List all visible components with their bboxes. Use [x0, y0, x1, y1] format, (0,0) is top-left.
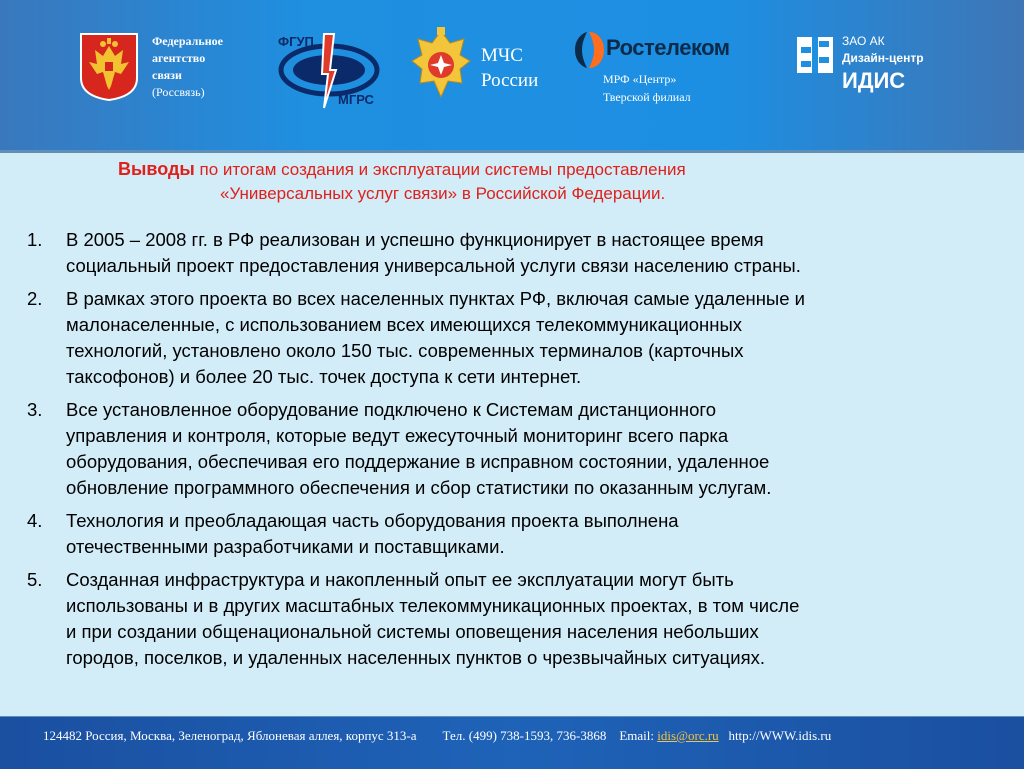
- list-item-number: 2.: [27, 288, 43, 309]
- fgup-bottom-label: МГРС: [338, 92, 374, 107]
- idis-label: [842, 33, 924, 95]
- footer-email-link[interactable]: idis@orc.ru: [657, 728, 719, 743]
- fgup-top-label: ФГУП: [278, 34, 314, 49]
- list-item: [0, 508, 1000, 560]
- header-divider: [0, 150, 1024, 153]
- mchs-emblem-icon: [410, 25, 472, 103]
- list-item: [0, 397, 1000, 501]
- list-item-line: Технология и преобладающая часть оборудования проекта выполнена: [66, 510, 679, 531]
- list-item-line: технологий, установлено около 150 тыс. современных терминалов (карточных: [66, 340, 744, 361]
- rostelecom-name: Ростелеком: [606, 35, 730, 60]
- title-line2: «Универсальных услуг связи» в Российской Федерации.: [220, 184, 666, 203]
- list-item-line: использованы и в других масштабных телекоммуникационных проектах, в том числе: [66, 595, 800, 616]
- slide-title: [118, 157, 938, 206]
- footer-website-link[interactable]: http://WWW.idis.ru: [728, 728, 832, 743]
- footer-email-label: Email:: [619, 728, 654, 743]
- list-item-number: 4.: [27, 510, 43, 531]
- list-item-number: 3.: [27, 399, 43, 420]
- list-item-number: 5.: [27, 569, 43, 590]
- rossvyaz-label: [152, 33, 223, 101]
- list-item-line: В 2005 – 2008 гг. в РФ реализован и успешно функционирует в настоящее время: [66, 229, 764, 250]
- idis-line1: ЗАО АК: [842, 34, 885, 48]
- footer-phone: Тел. (499) 738-1593, 736-3868: [442, 728, 607, 743]
- list-item-line: Все установленное оборудование подключено к Системам дистанционного: [66, 399, 717, 420]
- list-item-line: таксофонов) и более 20 тыс. точек доступа к сети интернет.: [66, 366, 582, 387]
- list-item-line: оборудования, обеспечивая его поддержание в исправном состоянии, удаленное: [66, 451, 770, 472]
- rostelecom-line1: МРФ «Центр»: [603, 72, 677, 86]
- list-item: [0, 286, 1000, 390]
- rostelecom-branch: [603, 70, 691, 106]
- idis-logo-icon: [797, 37, 833, 73]
- conclusions-list: [0, 227, 1000, 678]
- idis-line2: Дизайн-центр: [842, 51, 924, 65]
- list-item: [0, 227, 1000, 279]
- rostelecom-logo-icon: [572, 30, 606, 70]
- footer-bar: [0, 716, 1024, 769]
- title-keyword: Выводы: [118, 159, 195, 179]
- rossvyaz-line1: Федеральное: [152, 34, 223, 48]
- list-item-line: В рамках этого проекта во всех населенных пунктах РФ, включая самые удаленные и: [66, 288, 805, 309]
- list-item-line: управления и контроля, которые ведут ежесуточный мониторинг всего парка: [66, 425, 729, 446]
- mchs-line1: МЧС: [481, 45, 523, 66]
- list-item-line: обновление программного обеспечения и сбор статистики по оказанным услугам.: [66, 477, 772, 498]
- list-item-line: малонаселенные, с использованием всех имеющихся телекоммуникационных: [66, 314, 742, 335]
- rostelecom-line2: Тверской филиал: [603, 90, 691, 104]
- list-item-line: Созданная инфраструктура и накопленный опыт ее эксплуатации могут быть: [66, 569, 734, 590]
- list-item-line: социальный проект предоставления универсальной услуги связи населению страны.: [66, 255, 801, 276]
- russian-coat-of-arms-icon: [79, 32, 139, 102]
- list-item-line: отечественными разработчиками и поставщиками.: [66, 536, 505, 557]
- footer-address: 124482 Россия, Москва, Зеленоград, Яблоневая аллея, корпус 313-а: [43, 728, 417, 743]
- footer-contacts: [43, 728, 831, 744]
- fgup-mgrs-logo: [278, 30, 380, 112]
- list-item-line: и при создании общенациональной системы оповещения населения небольших: [66, 621, 759, 642]
- list-item-number: 1.: [27, 229, 43, 250]
- rossvyaz-line3: связи: [152, 68, 182, 82]
- list-item: [0, 567, 1000, 671]
- list-item-line: городов, поселков, и удаленных населенных пунктов о чрезвычайных ситуациях.: [66, 647, 765, 668]
- mchs-line2: России: [481, 70, 539, 91]
- rossvyaz-line4: (Россвязь): [152, 85, 205, 99]
- rossvyaz-line2: агентство: [152, 51, 206, 65]
- title-line1: по итогам создания и эксплуатации системы предоставления: [194, 160, 686, 179]
- idis-line3: ИДИС: [842, 68, 906, 93]
- mchs-label: [481, 43, 538, 93]
